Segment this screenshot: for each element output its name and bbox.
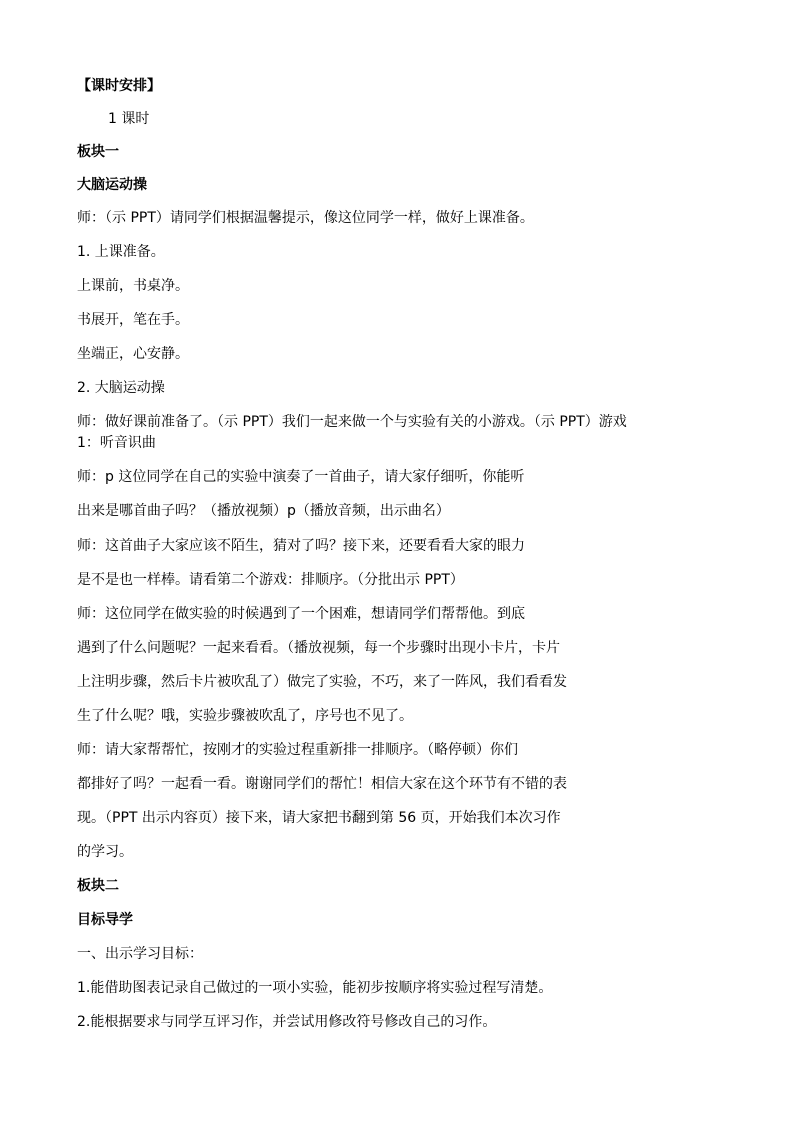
subheading-brain-exercise: 大脑运动操: [77, 177, 147, 193]
paragraph-line: 上注明步骤，然后卡片被吹乱了）做完了实验，不巧，来了一阵风，我们看看发: [77, 674, 567, 690]
paragraph-line: 师：这位同学在做实验的时候遇到了一个困难，想请同学们帮帮他。到底: [77, 606, 525, 622]
section-heading-schedule: 【课时安排】: [77, 78, 161, 94]
paragraph-line: 上课前，书桌净。: [77, 278, 189, 294]
paragraph-line: 师：这首曲子大家应该不陌生，猜对了吗？接下来，还要看看大家的眼力: [77, 538, 525, 554]
list-item-goal-two: 2.能根据要求与同学互评习作，并尝试用修改符号修改自己的习作。: [77, 1014, 497, 1030]
paragraph-line: 师：p 这位同学在自己的实验中演奏了一首曲子，请大家仔细听，你能听: [77, 469, 525, 485]
paragraph-line: 生了什么呢？哦，实验步骤被吹乱了，序号也不见了。: [77, 708, 413, 724]
schedule-value: 1 课时: [108, 111, 150, 127]
section-heading-part-one: 板块一: [77, 144, 119, 160]
paragraph-line: 现。（PPT 出示内容页）接下来，请大家把书翻到第 56 页，开始我们本次习作: [77, 810, 561, 826]
paragraph-line: 坐端正，心安静。: [77, 346, 189, 362]
paragraph-line: 是不是也一样棒。请看第二个游戏：排顺序。（分批出示 PPT）: [77, 572, 464, 588]
paragraph-line: 师：请大家帮帮忙，按刚才的实验过程重新排一排顺序。（略停顿）你们: [77, 742, 518, 758]
paragraph-line: 师：做好课前准备了。（示 PPT）我们一起来做一个与实验有关的小游戏。（示 PPT）游戏: [77, 414, 627, 430]
paragraph-line: 书展开，笔在手。: [77, 312, 189, 328]
paragraph-line: 出来是哪首曲子吗？（播放视频）p（播放音频，出示曲名）: [77, 503, 450, 519]
list-item-goal-one: 1.能借助图表记录自己做过的一项小实验，能初步按顺序将实验过程写清楚。: [77, 980, 553, 996]
paragraph-line: 1. 上课准备。: [77, 244, 165, 260]
paragraph-line: 遇到了什么问题呢？一起来看看。（播放视频，每一个步骤时出现小卡片，卡片: [77, 640, 560, 656]
section-heading-part-two: 板块二: [77, 878, 119, 894]
paragraph-line: 1：听音识曲: [77, 435, 156, 451]
subheading-goal-guidance: 目标导学: [77, 912, 133, 928]
paragraph-line: 师：（示 PPT）请同学们根据温馨提示，像这位同学一样，做好上课准备。: [77, 210, 534, 226]
paragraph-line: 都排好了吗？一起看一看。谢谢同学们的帮忙！相信大家在这个环节有不错的表: [77, 776, 567, 792]
paragraph-line: 的学习。: [77, 844, 133, 860]
paragraph-line: 一、出示学习目标：: [77, 946, 203, 962]
paragraph-line: 2. 大脑运动操: [77, 380, 165, 396]
